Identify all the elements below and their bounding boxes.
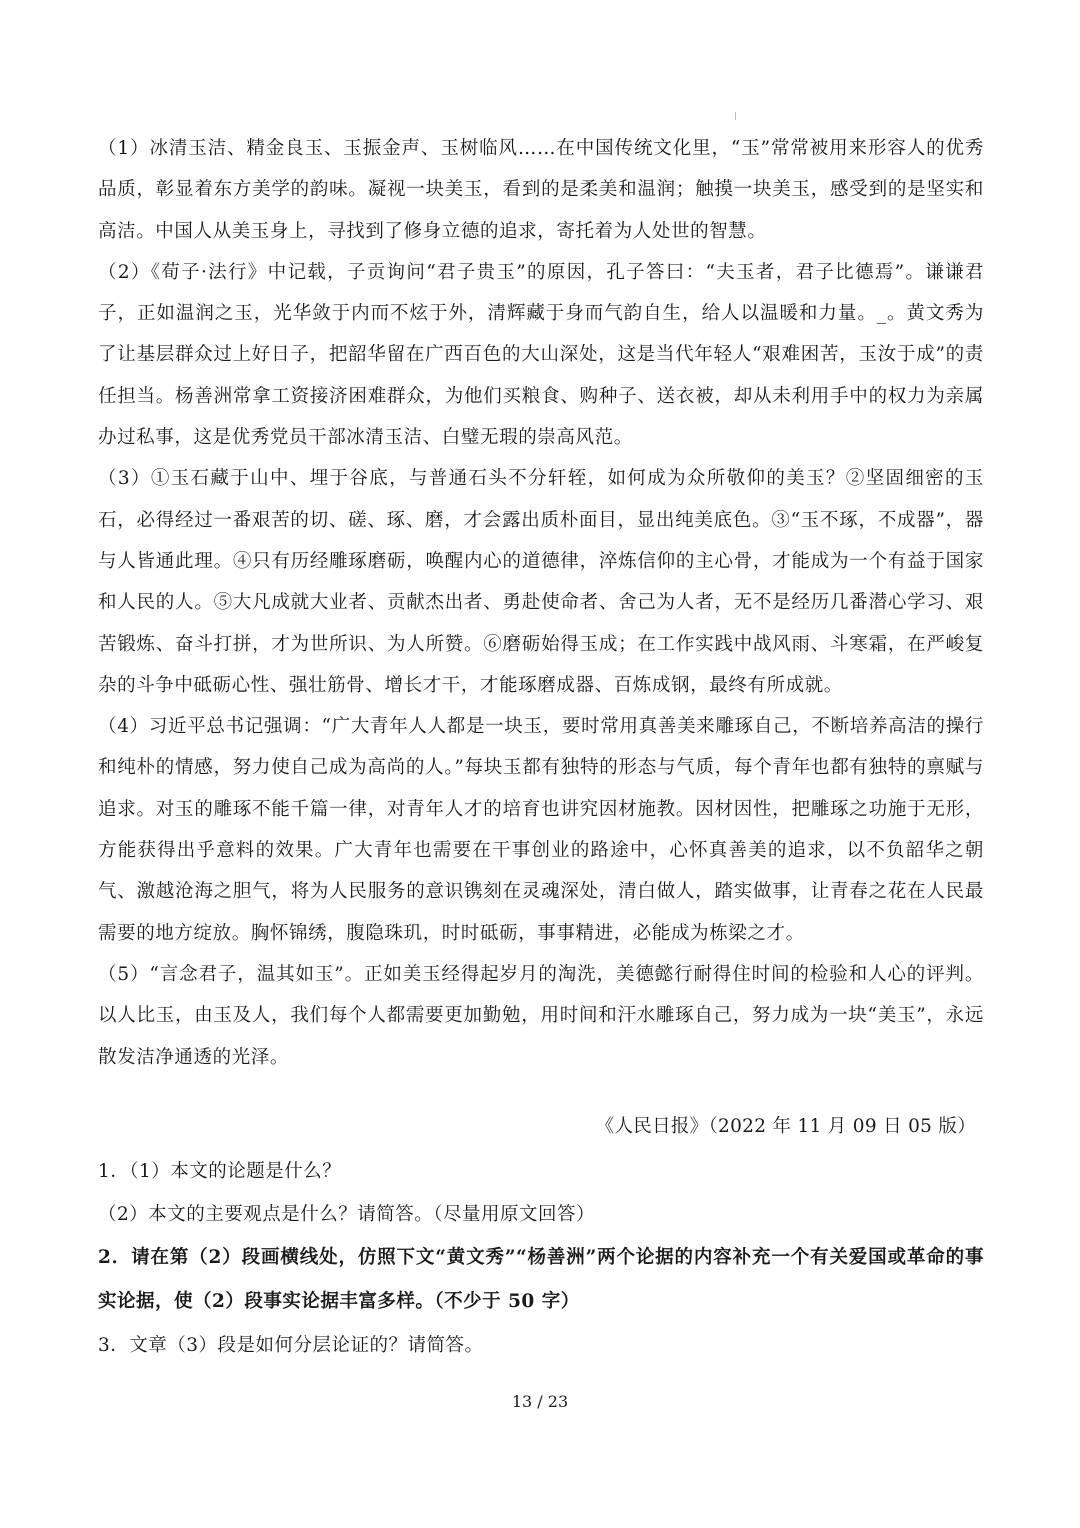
question-3: 3．文章（3）段是如何分层论证的？请简答。 bbox=[98, 1335, 484, 1356]
paragraph-2: （2）《荀子·法行》中记载，子贡询问“君子贵玉”的原因，孔子答曰：“夫玉者，君子比德焉”。谦谦君子，正如温润之玉，光华敛于内而不炫于外，清辉藏于身而气韵自生，给人以温暖和力量。_。黄文秀为了让基层群众过上好日子，把韶华留在广西百色的大山深处，这是当代年轻人“艰难困苦，玉汝于成”的责任担当。杨善洲常拿工资接济困难群众，为他们买粮食、购种子、送衣被，却从未利用手中的权力为亲属办过私事，这是优秀党员干部冰清玉洁、白璧无瑕的崇高风范。 bbox=[98, 261, 984, 449]
paragraph-4: （4）习近平总书记强调：“广大青年人人都是一块玉，要时常用真善美来雕琢自己，不断培养高洁的操行和纯朴的情感，努力使自己成为高尚的人。”每块玉都有独特的形态与气质，每个青年也都有独特的禀赋与追求。对玉的雕琢不能千篇一律，对青年人才的培育也讲究因材施教。因材因性，把雕琢之功施于无形，方能获得出乎意料的效果。广大青年也需要在干事创业的路途中，心怀真善美的追求，以不负韶华之朝气、激越沧海之胆气，将为人民服务的意识镌刻在灵魂深处，清白做人，踏实做事，让青春之花在人民最需要的地方绽放。胸怀锦绣，腹隐珠玑，时时砥砺，事事精进，必能成为栋梁之才。 bbox=[98, 716, 984, 944]
question-1-part-1: 1．（1）本文的论题是什么？ bbox=[98, 1161, 342, 1182]
paragraph-1: （1）冰清玉洁、精金良玉、玉振金声、玉树临风……在中国传统文化里，“玉”常常被用来形容人的优秀品质，彰显着东方美学的韵味。凝视一块美玉，看到的是柔美和温润；触摸一块美玉，感受到的是坚实和高洁。中国人从美玉身上，寻找到了修身立德的追求，寄托着为人处世的智慧。 bbox=[98, 138, 984, 242]
question-2: 2．请在第（2）段画横线处，仿照下文“黄文秀”“杨善洲”两个论据的内容补充一个有关爱国或革命的事实论据，使（2）段事实论据丰富多样。（不少于 50 字） bbox=[98, 1247, 984, 1312]
article-body bbox=[98, 128, 984, 1078]
article-source: 《人民日报》（2022 年 11 月 09 日 05 版） bbox=[595, 1116, 976, 1137]
question-1-part-2: （2）本文的主要观点是什么？请简答。（尽量用原文回答） bbox=[98, 1204, 596, 1225]
page-number: 13 / 23 bbox=[511, 1392, 569, 1411]
paragraph-5: （5）“言念君子，温其如玉”。正如美玉经得起岁月的淘洗，美德懿行耐得住时间的检验和人心的评判。以人比玉，由玉及人，我们每个人都需要更加勤勉，用时间和汗水雕琢自己，努力成为一块“美玉”，永远散发洁净通透的光泽。 bbox=[98, 963, 984, 1068]
scan-mark bbox=[735, 112, 736, 120]
question-list bbox=[98, 1150, 984, 1367]
paragraph-3: （3）①玉石藏于山中、埋于谷底，与普通石头不分轩轾，如何成为众所敬仰的美玉？②坚固细密的玉石，必得经过一番艰苦的切、磋、琢、磨，才会露出质朴面目，显出纯美底色。③“玉不琢，不成器”，器与人皆通此理。④只有历经雕琢磨砺，唤醒内心的道德律，淬炼信仰的主心骨，才能成为一个有益于国家和人民的人。⑤大凡成就大业者、贡献杰出者、勇赴使命者、舍己为人者，无不是经历几番潜心学习、艰苦锻炼、奋斗打拼，才为世所识、为人所赞。⑥磨砺始得玉成；在工作实践中战风雨、斗寒霜，在严峻复杂的斗争中砥砺心性、强壮筋骨、增长才干，才能琢磨成器、百炼成钢，最终有所成就。 bbox=[98, 468, 984, 696]
